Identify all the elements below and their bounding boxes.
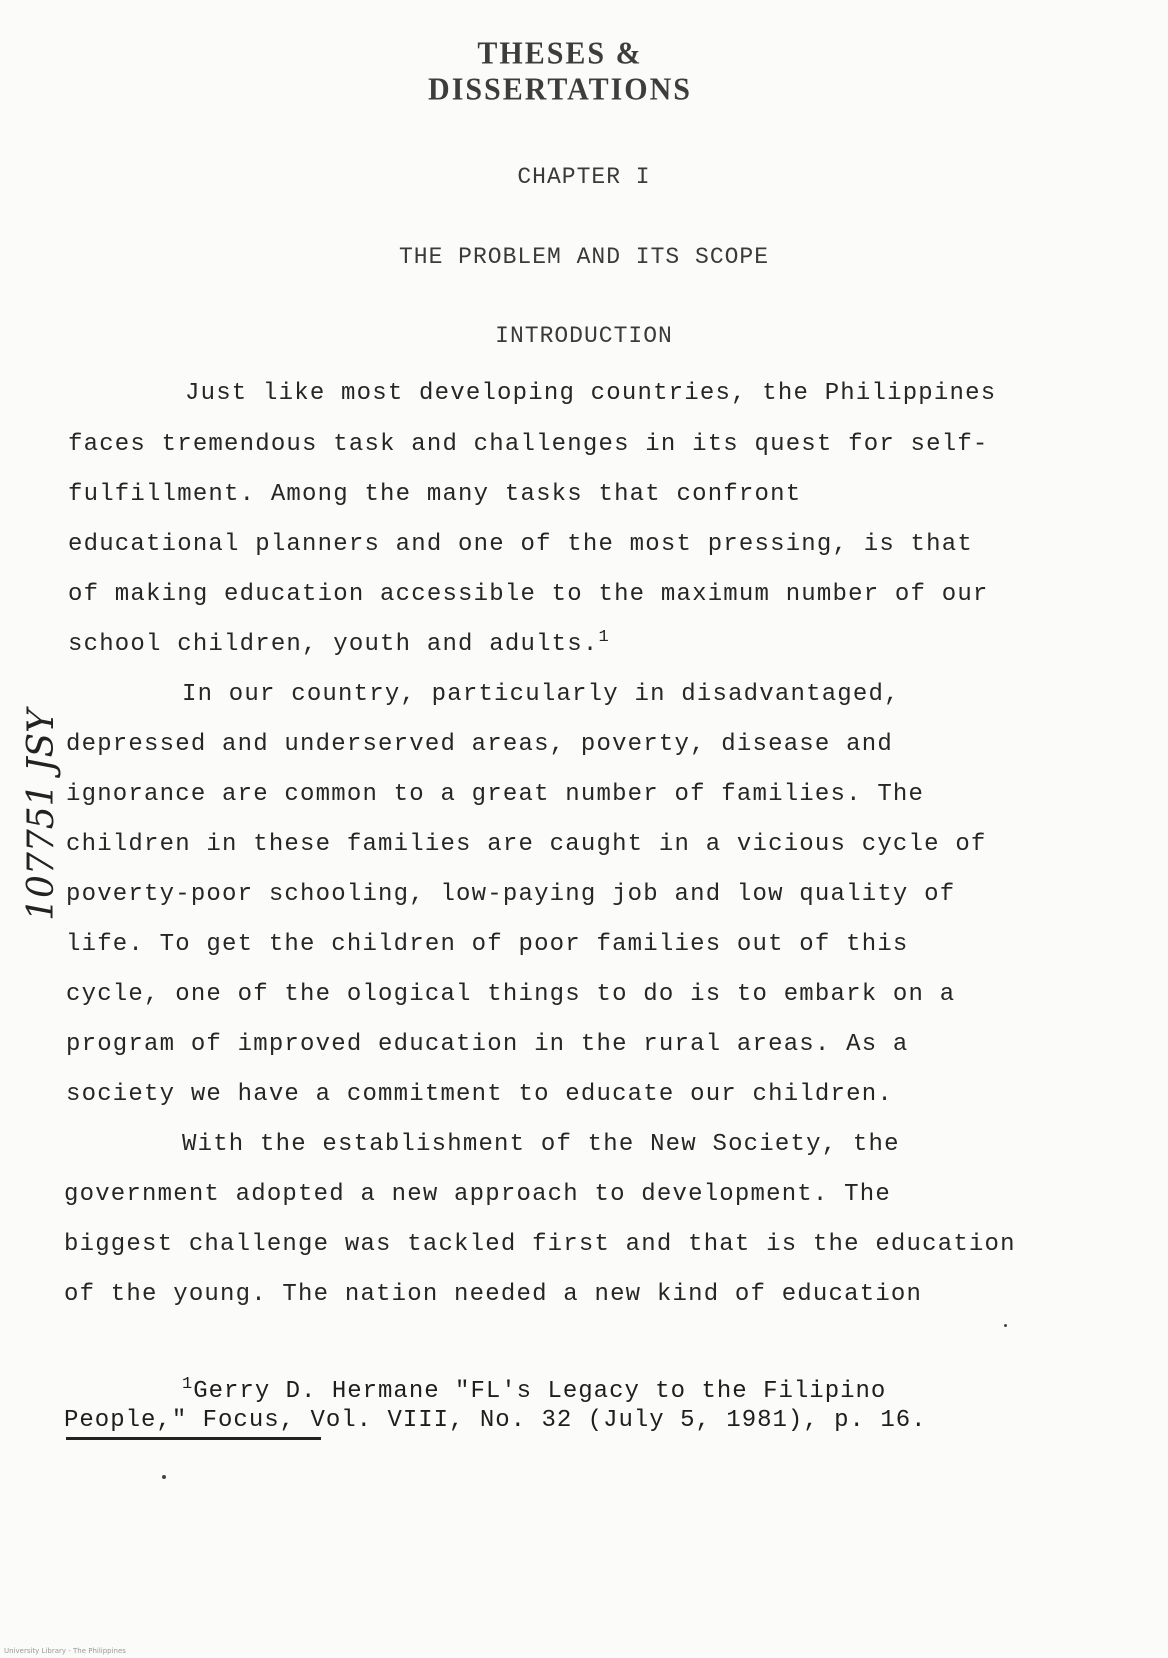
p3-line-3: biggest challenge was tackled first and that is the education bbox=[64, 1231, 1016, 1258]
p1-line-4: educational planners and one of the most pressing, is that bbox=[68, 531, 973, 558]
footnote-line-2: People," Focus, Vol. VIII, No. 32 (July 5, 1981), p. 16. bbox=[64, 1407, 927, 1434]
scan-footer: University Library - The Philippines bbox=[4, 1647, 126, 1655]
p2-line-5: poverty-poor schooling, low-paying job and low quality of bbox=[66, 881, 956, 908]
p2-line-2: depressed and underserved areas, poverty, disease and bbox=[66, 731, 893, 758]
p2-line-3: ignorance are common to a great number of families. The bbox=[66, 781, 925, 808]
p1-line-6-text: school children, youth and adults. bbox=[68, 631, 599, 658]
scan-speck bbox=[1004, 1324, 1007, 1327]
p1-line-3: fulfillment. Among the many tasks that confront bbox=[68, 481, 802, 508]
p1-line-6 bbox=[68, 628, 610, 658]
footnote-rule bbox=[66, 1437, 321, 1440]
theses-dissertations-stamp: THESES & DISSERTATIONS bbox=[428, 36, 692, 107]
chapter-heading: CHAPTER I bbox=[517, 164, 651, 190]
handwritten-margin-note: 107751 JSY bbox=[21, 709, 62, 921]
p2-line-9: society we have a commitment to educate our children. bbox=[66, 1081, 893, 1108]
footnote-ref: 1 bbox=[598, 628, 610, 647]
scan-speck bbox=[162, 1475, 166, 1479]
footnote-line-1-text: Gerry D. Hermane "FL's Legacy to the Filipino bbox=[193, 1378, 887, 1405]
chapter-title: THE PROBLEM AND ITS SCOPE bbox=[398, 244, 770, 270]
p2-line-7: cycle, one of the ological things to do is to embark on a bbox=[66, 981, 956, 1008]
p2-line-4: children in these families are caught in a vicious cycle of bbox=[66, 831, 987, 858]
p1-line-1: Just like most developing countries, the Philippines bbox=[185, 380, 997, 407]
footnote-number: 1 bbox=[182, 1375, 194, 1394]
p2-line-8: program of improved education in the rural areas. As a bbox=[66, 1031, 909, 1058]
p1-line-2: faces tremendous task and challenges in its quest for self- bbox=[68, 431, 989, 458]
p3-line-2: government adopted a new approach to development. The bbox=[64, 1181, 891, 1208]
p1-line-5: of making education accessible to the maximum number of our bbox=[68, 581, 989, 608]
section-heading: INTRODUCTION bbox=[495, 323, 673, 349]
footnote-line-1 bbox=[182, 1375, 887, 1405]
p2-line-6: life. To get the children of poor families out of this bbox=[66, 931, 909, 958]
p2-line-1: In our country, particularly in disadvantaged, bbox=[182, 681, 900, 708]
p3-line-4: of the young. The nation needed a new kind of education bbox=[64, 1281, 923, 1308]
p3-line-1: With the establishment of the New Society, the bbox=[182, 1131, 900, 1158]
